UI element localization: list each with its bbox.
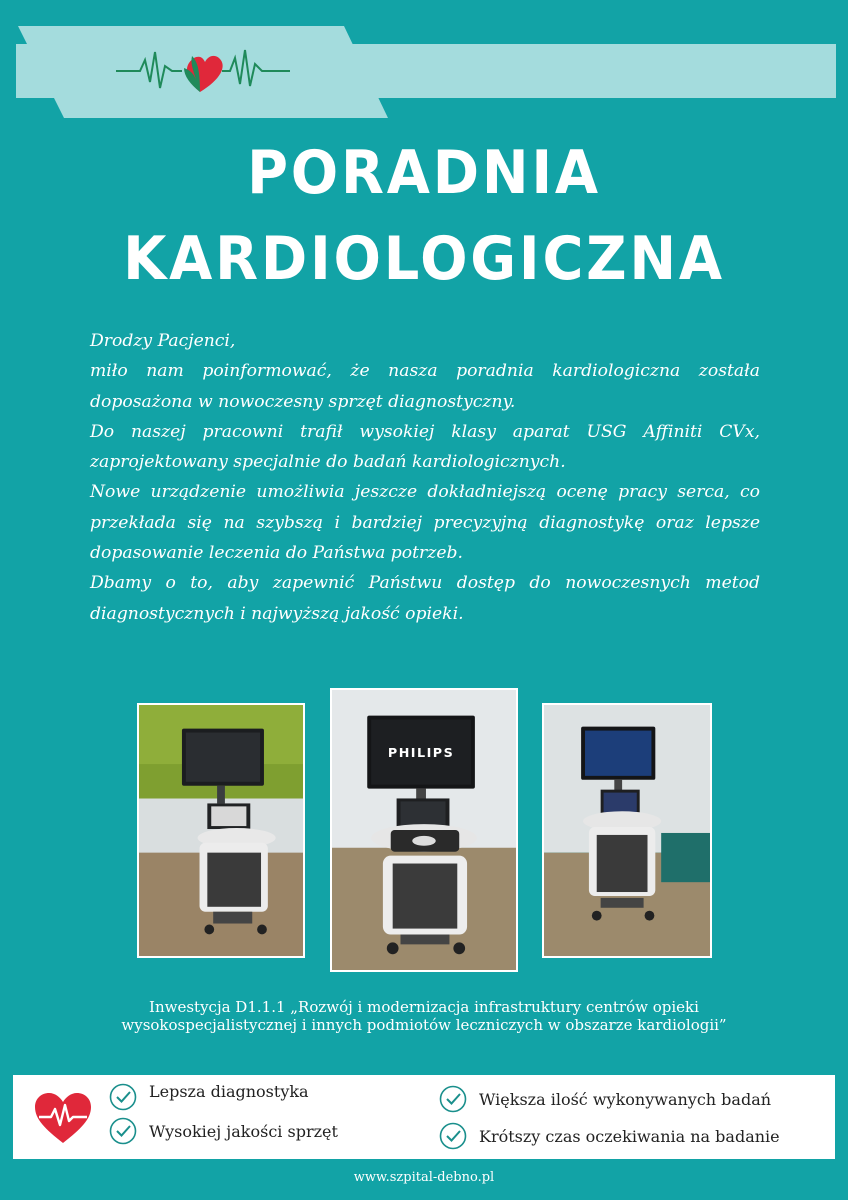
ultrasound-photo-right xyxy=(542,703,712,958)
paragraph: miło nam poinformować, że nasza poradnia kardiologiczna została doposażona w nowoczesny sprzęt diagnostyczny. xyxy=(90,361,760,412)
paragraph: Nowe urządzenie umożliwia jeszcze dokładniejszą ocenę pracy serca, co przekłada się na szybszą i bardziej precyzyjną diagnostykę oraz lepsze dopasowanie leczenia do Państwa potrzeb. xyxy=(90,482,760,564)
ultrasound-photo-center xyxy=(330,688,518,972)
investment-note xyxy=(40,998,808,1034)
title-line-2: KARDIOLOGICZNA xyxy=(123,224,725,294)
greeting: Drodzy Pacjenci, xyxy=(90,331,236,351)
features-bar xyxy=(13,1075,835,1159)
feature-label: Wysokiej jakości sprzęt xyxy=(149,1121,338,1141)
feature-item xyxy=(439,1122,780,1150)
header-banner xyxy=(0,0,848,130)
check-circle-icon xyxy=(439,1122,467,1150)
feature-item xyxy=(109,1083,309,1111)
heart-pulse-icon xyxy=(35,1093,91,1145)
title-line-1: PORADNIA xyxy=(247,138,601,208)
investment-line-1: Inwestycja D1.1.1 „Rozwój i modernizacja infrastruktury centrów opieki xyxy=(149,998,699,1016)
ultrasound-photo-left xyxy=(137,703,305,958)
feature-item xyxy=(109,1117,338,1145)
investment-line-2: wysokospecjalistycznej i innych podmiotów leczniczych w obszarze kardiologii” xyxy=(121,1016,727,1034)
philips-screen-text: PHILIPS xyxy=(387,746,455,762)
check-circle-icon xyxy=(109,1117,137,1145)
feature-label: Krótszy czas oczekiwania na badanie xyxy=(479,1126,780,1146)
website-url: www.szpital-debno.pl xyxy=(353,1170,495,1185)
feature-item xyxy=(439,1085,771,1113)
feature-label: Lepsza diagnostyka xyxy=(149,1081,309,1101)
page-title xyxy=(30,130,819,302)
paragraph: Dbamy o to, aby zapewnić Państwu dostęp do nowoczesnych metod diagnostycznych i najwyższą jakość opieki. xyxy=(90,573,760,624)
feature-label: Większa ilość wykonywanych badań xyxy=(479,1089,772,1109)
announcement-text xyxy=(90,326,760,629)
check-circle-icon xyxy=(109,1083,137,1111)
check-circle-icon xyxy=(439,1085,467,1113)
paragraph: Do naszej pracowni trafił wysokiej klasy aparat USG Affiniti CVx, zaprojektowany specjalnie do badań kardiologicznych. xyxy=(90,421,760,473)
